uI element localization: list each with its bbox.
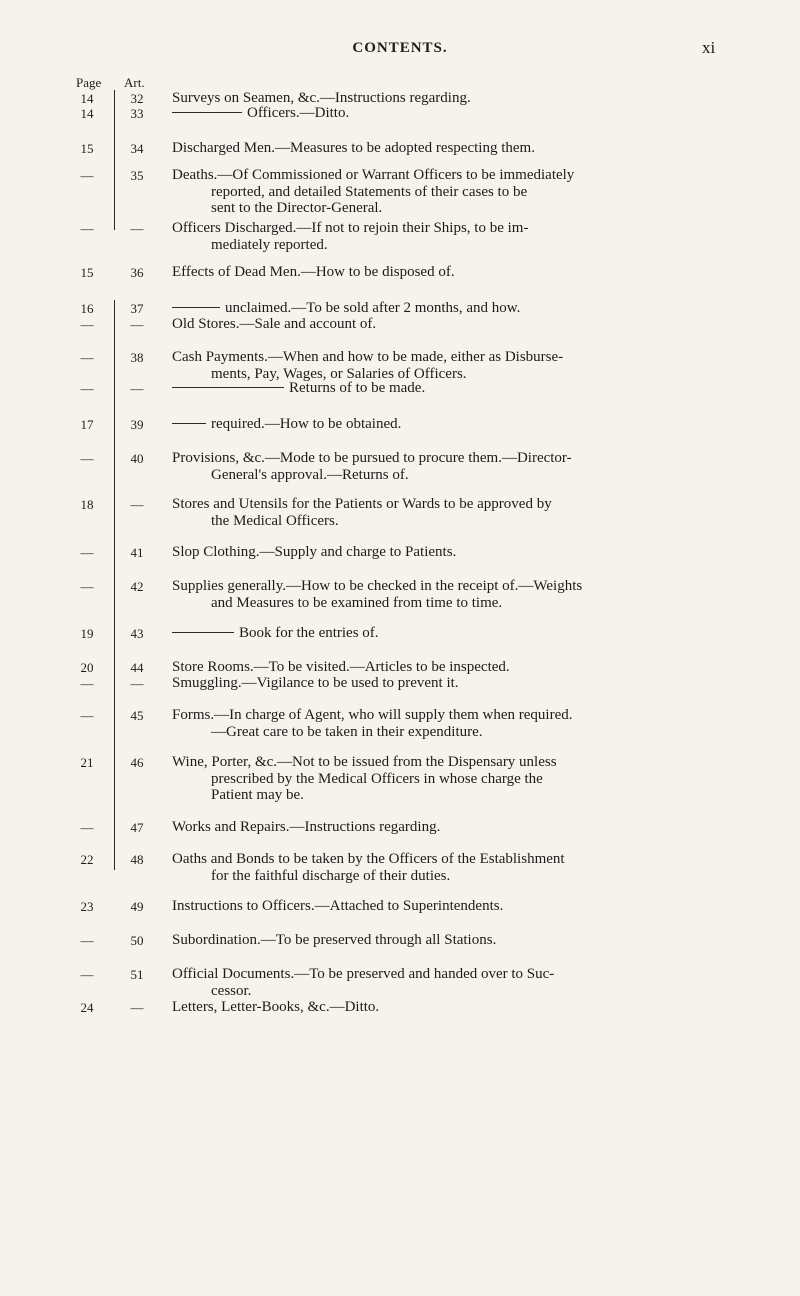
entry-page: 18 [80, 497, 94, 512]
entry-line: Stores and Utensils for the Patients or Wards to be approved by [172, 496, 552, 512]
entry-text [172, 819, 750, 836]
entry-page: — [80, 350, 94, 365]
entry-article: 48 [130, 852, 144, 867]
entry-page: — [80, 545, 94, 560]
entry-page: — [80, 168, 94, 183]
entry-article: 46 [130, 755, 144, 770]
entry-page: 14 [80, 106, 94, 121]
entry-article: — [130, 221, 144, 236]
entry-article: 40 [130, 451, 144, 466]
entry-text [172, 140, 750, 157]
entry-line: Book for the entries of. [239, 625, 379, 641]
entry-text [172, 544, 750, 561]
entry-line: Discharged Men.—Measures to be adopted respecting them. [172, 140, 535, 156]
entry-line: required.—How to be obtained. [211, 416, 402, 432]
entry-line: General's approval.—Returns of. [211, 466, 409, 483]
entry-line: Deaths.—Of Commissioned or Warrant Officers to be immediately [172, 167, 575, 183]
entry-page: 16 [80, 301, 94, 316]
entry-line: mediately reported. [211, 236, 328, 253]
entry-line: reported, and detailed Statements of their cases to be [211, 183, 528, 200]
entry-text [172, 496, 750, 529]
entry-page: — [80, 933, 94, 948]
entry-article: 32 [130, 91, 144, 106]
entry-page: — [80, 820, 94, 835]
ditto-dash [172, 423, 206, 424]
entry-line: Instructions to Officers.—Attached to Superintendents. [172, 898, 504, 914]
entry-line: Works and Repairs.—Instructions regarding. [172, 819, 441, 835]
entry-article: 33 [130, 106, 144, 121]
entry-page: 24 [80, 1000, 94, 1015]
entry-line: Forms.—In charge of Agent, who will supply them when required. [172, 707, 573, 723]
entry-line: Surveys on Seamen, &c.—Instructions regarding. [172, 90, 471, 106]
entry-page: — [80, 317, 94, 332]
entry-article: 51 [130, 967, 144, 982]
entry-article: 39 [130, 417, 144, 432]
entry-article: 49 [130, 899, 144, 914]
entry-text [172, 380, 750, 397]
ditto-dash [172, 307, 220, 308]
entry-line: Returns of to be made. [289, 380, 426, 396]
ditto-dash [172, 112, 242, 113]
entry-article: 45 [130, 708, 144, 723]
entry-line: Cash Payments.—When and how to be made, either as Disburse- [172, 349, 564, 365]
entry-page: — [80, 676, 94, 691]
entry-line: for the faithful discharge of their duties. [211, 867, 451, 884]
entry-line: Effects of Dead Men.—How to be disposed of. [172, 264, 455, 280]
entry-line: Oaths and Bonds to be taken by the Officers of the Establishment [172, 851, 565, 867]
entry-article: 36 [130, 265, 144, 280]
entry-line: Smuggling.—Vigilance to be used to prevent it. [172, 675, 459, 691]
entry-text [172, 450, 750, 483]
entry-article: 37 [130, 301, 144, 316]
entry-line: cessor. [211, 982, 252, 999]
entry-article: 35 [130, 168, 144, 183]
entry-line: —Great care to be taken in their expenditure. [211, 723, 483, 740]
entry-text [172, 675, 750, 692]
entry-article: 50 [130, 933, 144, 948]
column-header-art: Art. [124, 75, 145, 90]
entry-page: 22 [80, 852, 94, 867]
entry-text [172, 999, 750, 1016]
entry-page: 14 [80, 91, 94, 106]
ditto-dash [172, 387, 284, 388]
entry-text [172, 300, 750, 317]
entry-article: 47 [130, 820, 144, 835]
entry-article: 41 [130, 545, 144, 560]
entry-page: — [80, 221, 94, 236]
entry-text [172, 932, 750, 949]
entry-line: Officers.—Ditto. [247, 105, 350, 121]
entry-page: — [80, 451, 94, 466]
entry-article: 42 [130, 579, 144, 594]
entry-article: — [130, 1000, 144, 1015]
entry-article: — [130, 381, 144, 396]
entry-line: ments, Pay, Wages, or Salaries of Officers. [211, 365, 467, 382]
entry-line: Wine, Porter, &c.—Not to be issued from the Dispensary unless [172, 754, 557, 770]
entry-text [172, 105, 750, 122]
entry-page: — [80, 967, 94, 982]
entry-line: Old Stores.—Sale and account of. [172, 316, 377, 332]
entry-page: 21 [80, 755, 94, 770]
entry-text [172, 167, 750, 217]
entry-line: Slop Clothing.—Supply and charge to Patients. [172, 544, 457, 560]
column-rule-lower [114, 300, 115, 870]
entry-page: 15 [80, 265, 94, 280]
entry-text [172, 851, 750, 884]
entry-line: Official Documents.—To be preserved and handed over to Suc- [172, 966, 555, 982]
entry-article: 44 [130, 660, 144, 675]
entry-line: and Measures to be examined from time to time. [211, 594, 503, 611]
entry-article: — [130, 497, 144, 512]
page-title: CONTENTS. [352, 40, 448, 56]
page-number: xi [702, 38, 716, 57]
ditto-dash [172, 632, 234, 633]
entry-text [172, 754, 750, 804]
entry-page: 17 [80, 417, 94, 432]
entry-article: 43 [130, 626, 144, 641]
entry-text [172, 264, 750, 281]
entry-text [172, 220, 750, 253]
entry-line: sent to the Director-General. [211, 200, 383, 216]
entry-line: Letters, Letter-Books, &c.—Ditto. [172, 999, 380, 1015]
entry-line: Subordination.—To be preserved through all Stations. [172, 932, 497, 948]
entry-article: — [130, 317, 144, 332]
entry-page: — [80, 579, 94, 594]
entry-text [172, 659, 750, 676]
entry-text [172, 349, 750, 382]
entry-page: 19 [80, 626, 94, 641]
entry-text [172, 416, 750, 433]
entry-article: 38 [130, 350, 144, 365]
entry-text [172, 966, 750, 999]
entry-page: 23 [80, 899, 94, 914]
entry-line: the Medical Officers. [211, 512, 339, 529]
entry-text [172, 316, 750, 333]
entry-line: Patient may be. [211, 787, 304, 803]
column-rule-upper [114, 90, 115, 230]
entry-line: Provisions, &c.—Mode to be pursued to procure them.—Director- [172, 450, 572, 466]
entry-page: 15 [80, 141, 94, 156]
entry-article: 34 [130, 141, 144, 156]
column-header-page: Page [76, 75, 102, 90]
entry-page: — [80, 708, 94, 723]
entry-text [172, 625, 750, 642]
entry-page: — [80, 381, 94, 396]
entry-article: — [130, 676, 144, 691]
entry-page: 20 [80, 660, 94, 675]
entry-line: Supplies generally.—How to be checked in the receipt of.—Weights [172, 578, 583, 594]
entry-line: prescribed by the Medical Officers in whose charge the [211, 770, 543, 787]
entry-text [172, 578, 750, 611]
entry-text [172, 707, 750, 740]
entry-line: Officers Discharged.—If not to rejoin their Ships, to be im- [172, 220, 529, 236]
entry-line: Store Rooms.—To be visited.—Articles to be inspected. [172, 659, 510, 675]
entry-line: unclaimed.—To be sold after 2 months, and how. [225, 300, 521, 316]
entry-text [172, 898, 750, 915]
